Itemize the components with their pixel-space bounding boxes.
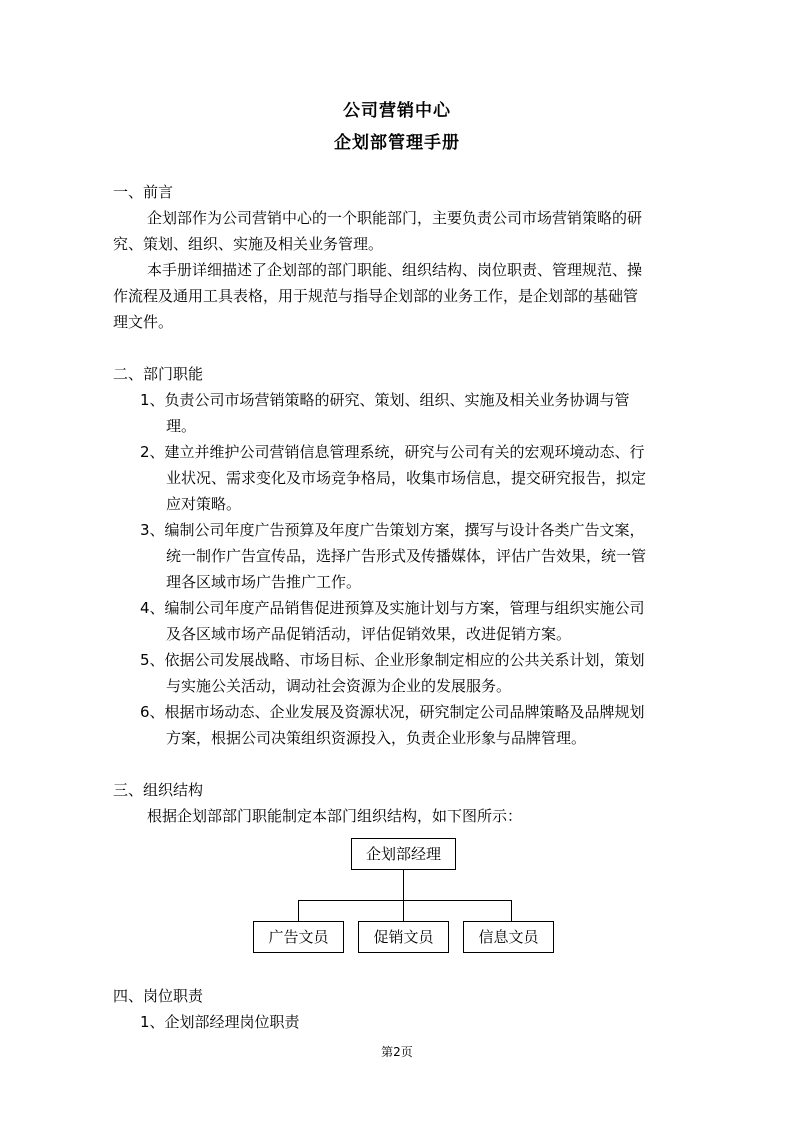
function-item-5-line1: 5、依据公司发展战略、市场目标、企业形象制定相应的公共关系计划，策划: [140, 651, 645, 669]
function-item-6-line1: 6、根据市场动态、企业发展及资源状况，研究制定公司品牌策略及品牌规划: [140, 703, 645, 721]
org-connector-left: [298, 900, 299, 922]
section4-heading: 四、岗位职责: [113, 987, 204, 1005]
section1-paragraph2-line2: 作流程及通用工具表格，用于规范与指导企划部的业务工作，是企划部的基础管: [113, 287, 639, 305]
org-connector-vertical-main: [403, 870, 404, 901]
section1-paragraph2-line3: 理文件。: [113, 313, 174, 331]
section1-paragraph1-line2: 究、策划、组织、实施及相关业务管理。: [113, 235, 384, 253]
org-box-information-clerk: 信息文员: [463, 921, 554, 953]
function-item-3-line3: 理各区域市场广告推广工作。: [166, 573, 362, 591]
document-title-line2: 企划部管理手册: [334, 133, 460, 153]
page-number: 第2页: [381, 1045, 413, 1059]
function-item-1-line2: 理。: [166, 417, 197, 435]
org-connector-horizontal: [298, 900, 512, 901]
function-item-3-line1: 3、编制公司年度广告预算及年度广告策划方案，撰写与设计各类广告文案，: [140, 521, 645, 539]
section1-heading: 一、前言: [113, 183, 174, 201]
function-item-1-line1: 1、负责公司市场营销策略的研究、策划、组织、实施及相关业务协调与管: [140, 391, 630, 409]
section4-sub1: 1、企划部经理岗位职责: [140, 1013, 300, 1031]
org-connector-right: [511, 900, 512, 922]
org-box-promotion-clerk: 促销文员: [358, 921, 449, 953]
section3-heading: 三、组织结构: [113, 781, 204, 799]
section1-paragraph1-line1: 企划部作为公司营销中心的一个职能部门，主要负责公司市场营销策略的研: [147, 209, 643, 227]
function-item-3-line2: 统一制作广告宣传品，选择广告形式及传播媒体，评估广告效果，统一管: [166, 547, 647, 565]
org-box-manager: 企划部经理: [351, 838, 456, 870]
org-connector-center: [403, 900, 404, 922]
function-item-4-line2: 及各区域市场产品促销活动，评估促销效果，改进促销方案。: [166, 625, 572, 643]
function-item-2-line1: 2、建立并维护公司营销信息管理系统，研究与公司有关的宏观环境动态、行: [140, 443, 645, 461]
function-item-2-line3: 应对策略。: [166, 495, 242, 513]
section2-heading: 二、部门职能: [113, 365, 204, 383]
function-item-2-line2: 业状况、需求变化及市场竞争格局，收集市场信息，提交研究报告，拟定: [166, 469, 647, 487]
function-item-6-line2: 方案，根据公司决策组织资源投入，负责企业形象与品牌管理。: [166, 729, 587, 747]
org-box-advertising-clerk: 广告文员: [253, 921, 344, 953]
section3-intro: 根据企划部部门职能制定本部门组织结构，如下图所示：: [147, 807, 523, 825]
function-item-5-line2: 与实施公关活动，调动社会资源为企业的发展服务。: [166, 677, 512, 695]
document-title-line1: 公司营销中心: [343, 101, 451, 121]
function-item-4-line1: 4、编制公司年度产品销售促进预算及实施计划与方案，管理与组织实施公司: [140, 599, 645, 617]
section1-paragraph2-line1: 本手册详细描述了企划部的部门职能、组织结构、岗位职责、管理规范、操: [147, 261, 643, 279]
